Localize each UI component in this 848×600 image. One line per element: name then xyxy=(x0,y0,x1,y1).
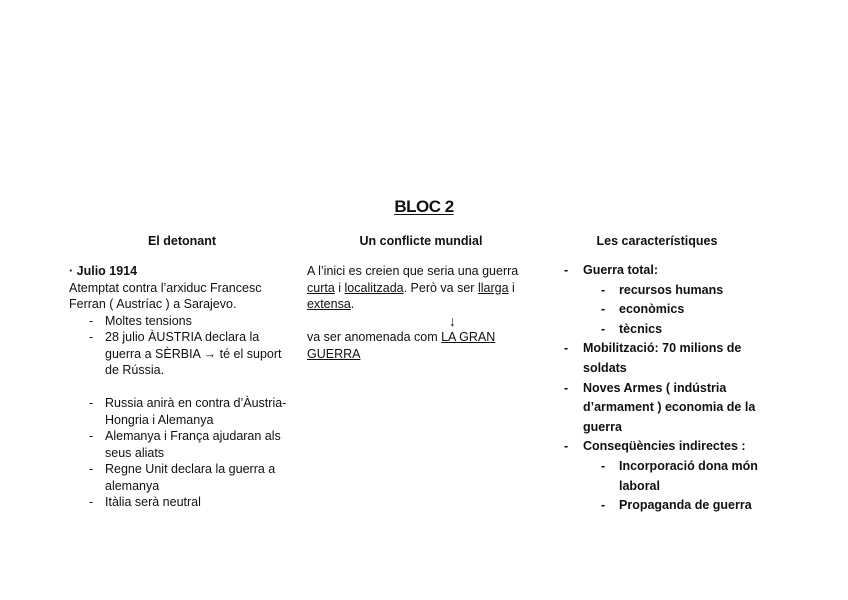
date-line: · Julio 1914 xyxy=(69,264,138,278)
list-item: - Conseqüències indirectes : xyxy=(564,437,772,457)
intro-paragraph: Atemptat contra l’arxiduc Francesc Ferran ( Austríac ) a Sarajevo. xyxy=(69,280,262,311)
down-arrow-icon: ↓ xyxy=(449,312,456,329)
column-heading-conflicte: Un conflicte mundial xyxy=(359,234,483,248)
list-item: - Alemanya i França ajudaran als seus aliats xyxy=(69,428,295,461)
list-item: - 28 julio ÀUSTRIA declara la guerra a SÈRBIA → té el suport de Rússia. xyxy=(69,329,295,379)
column-heading-detonant: El detonant xyxy=(147,234,217,248)
list-item: - Guerra total: xyxy=(564,261,772,281)
list-item: - Moltes tensions xyxy=(69,313,295,330)
list-item: - Noves Armes ( indústria d’armament ) economia de la guerra xyxy=(564,379,772,438)
sub-list-item: - tècnics xyxy=(564,320,772,340)
intro-paragraph: A l’inici es creien que seria una guerra curta i localitzada. Però va ser llarga i extensa. xyxy=(307,264,519,311)
list-item: - Regne Unit declara la guerra a alemanya xyxy=(69,461,295,494)
sub-list-item: - Propaganda de guerra xyxy=(564,496,772,516)
sub-list-item: - econòmics xyxy=(564,300,772,320)
list-item: - Itàlia serà neutral xyxy=(69,494,295,511)
column-conflicte xyxy=(307,263,535,362)
list-item: - Russia anirà en contra d’Àustria-Hongria i Alemanya xyxy=(69,395,295,428)
column-detonant xyxy=(69,263,295,511)
page-title: BLOC 2 xyxy=(394,197,454,216)
list-item: - Mobilització: 70 milions de soldats xyxy=(564,339,772,378)
column-caracteristiques xyxy=(564,261,772,516)
sub-list-item: - recursos humans xyxy=(564,281,772,301)
column-heading-caracteristiques: Les característiques xyxy=(596,234,718,248)
sub-list-item: - Incorporació dona món laboral xyxy=(564,457,772,496)
conclusion-paragraph: va ser anomenada com LA GRAN GUERRA xyxy=(307,330,496,361)
